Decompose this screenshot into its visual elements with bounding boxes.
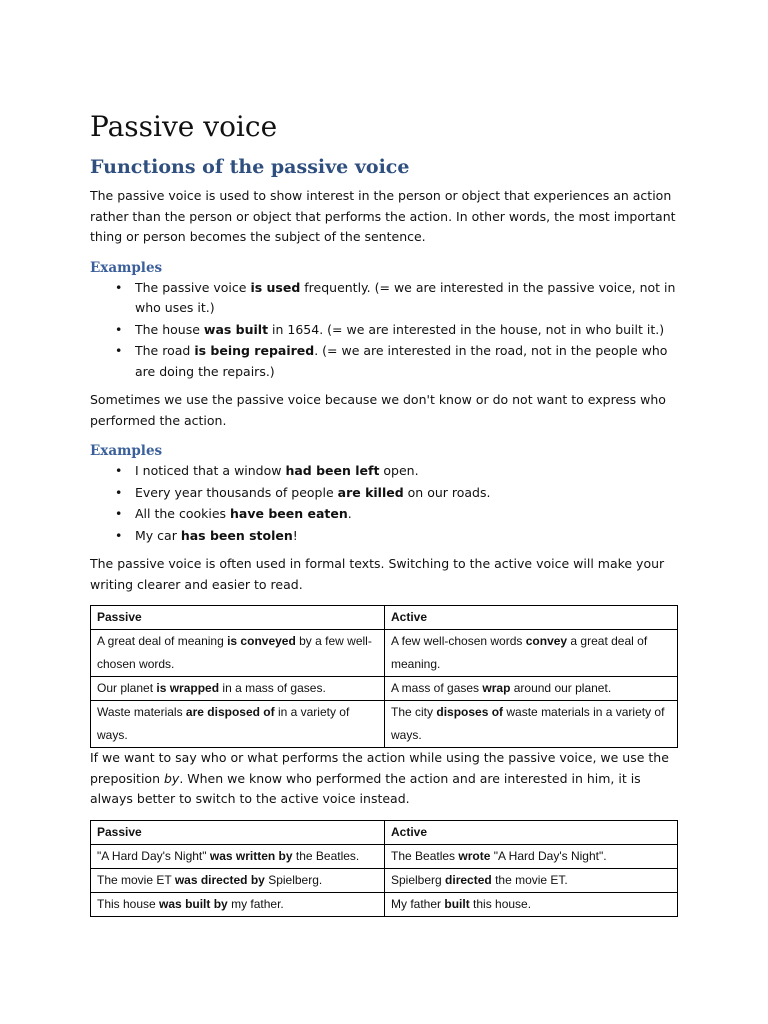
intro-paragraph: The passive voice is used to show interest in the person or object that experiences an action rather than the person or object that performs the action. In other words, the most important thing or person becomes the subject of the sentence. <box>90 188 676 244</box>
paragraph-4-text-start: If we want to say who or what performs the action while using the passive voice, we use the preposition <box>90 750 669 786</box>
paragraph-3: The passive voice is often used in formal texts. Switching to the active voice will make your writing clearer and easier to read. <box>90 556 665 592</box>
passive-verb: are killed <box>337 484 404 500</box>
example-text: The road <box>135 343 195 358</box>
cell-text: around our planet. <box>510 681 612 695</box>
passive-verb: had been left <box>285 463 380 478</box>
verb-phrase: wrote <box>458 848 491 863</box>
examples-list-1 <box>90 278 678 383</box>
example-text: in 1654. (= we are interested in the house, not in who built it.) <box>268 321 665 337</box>
list-item <box>115 461 678 482</box>
passive-verb: has been stolen <box>180 527 293 543</box>
paragraph-2: Sometimes we use the passive voice because we don't know or do not want to express who performed the action. <box>90 392 666 428</box>
examples-list-2 <box>90 461 678 546</box>
passive-cell <box>91 868 385 892</box>
example-text: The passive voice <box>135 279 251 295</box>
example-text: ! <box>292 527 298 543</box>
cell-text: The Beatles <box>391 848 459 863</box>
passive-verb: was built <box>203 321 269 337</box>
example-text: . (= we are interested in the road, not in the people who are doing the repairs.) <box>135 343 668 379</box>
passive-cell <box>91 844 385 868</box>
list-item <box>115 278 678 319</box>
section-heading: Functions of the passive voice <box>90 156 410 178</box>
bullet-icon: • <box>115 321 123 337</box>
example-text: open. <box>379 463 419 478</box>
verb-phrase: was directed by <box>174 872 265 887</box>
table-row <box>91 844 678 868</box>
cell-text: "A Hard Day's Night" <box>97 848 210 863</box>
verb-phrase: built <box>444 896 470 911</box>
example-text: I noticed that a window <box>135 463 286 478</box>
active-cell <box>385 630 678 677</box>
cell-text: a great deal of meaning. <box>391 634 648 671</box>
page-title: Passive voice <box>90 110 278 143</box>
column-header-passive: Passive <box>91 606 385 630</box>
table-row <box>91 677 678 701</box>
active-cell <box>385 844 678 868</box>
cell-text: This house <box>97 896 160 911</box>
cell-text: Spielberg <box>391 872 446 887</box>
verb-phrase: was built by <box>159 896 228 911</box>
cell-text: My father <box>391 896 445 911</box>
cell-text: "A Hard Day's Night". <box>490 848 607 863</box>
cell-text: my father. <box>227 896 284 911</box>
passive-cell <box>91 892 385 916</box>
column-header-active: Active <box>385 606 678 630</box>
list-item <box>115 483 678 504</box>
example-text: on our roads. <box>403 484 491 500</box>
list-item <box>115 341 678 382</box>
cell-text: Our planet <box>97 681 157 695</box>
example-text: frequently. (= we are interested in the passive voice, not in who uses it.) <box>135 279 676 315</box>
bullet-icon: • <box>115 527 123 543</box>
list-item <box>115 526 678 547</box>
bullet-icon: • <box>115 463 123 478</box>
active-cell <box>385 677 678 701</box>
comparison-table-1 <box>90 605 678 748</box>
cell-text: The city <box>391 705 437 719</box>
cell-text: A few well-chosen words <box>391 634 526 648</box>
active-cell <box>385 701 678 748</box>
cell-text: by a few well-chosen words. <box>97 634 372 671</box>
table-header-row <box>91 820 678 844</box>
examples-heading-2: Examples <box>90 443 163 459</box>
verb-phrase: are disposed of <box>185 705 275 719</box>
table-row <box>91 868 678 892</box>
examples-heading-1: Examples <box>90 259 163 276</box>
table-row <box>91 892 678 916</box>
column-header-passive: Passive <box>91 820 385 844</box>
passive-cell <box>91 701 385 748</box>
bullet-icon: • <box>115 343 123 358</box>
cell-text: A great deal of meaning <box>97 634 228 648</box>
comparison-table-2 <box>90 820 678 917</box>
paragraph-4-text-end: . When we know who performed the action and are interested in him, it is always better to switch to the active voice instead. <box>90 770 641 806</box>
cell-text: the movie ET. <box>491 872 568 887</box>
cell-text: in a variety of ways. <box>97 705 350 742</box>
active-cell <box>385 868 678 892</box>
bullet-icon: • <box>115 506 123 521</box>
cell-text: this house. <box>469 896 532 911</box>
verb-phrase: directed <box>445 872 492 887</box>
cell-text: Waste materials <box>97 705 186 719</box>
cell-text: The movie ET <box>97 872 175 887</box>
verb-phrase: disposes of <box>436 705 504 719</box>
example-text: . <box>347 506 352 521</box>
passive-cell <box>91 630 385 677</box>
list-item <box>115 504 678 525</box>
table-row <box>91 701 678 748</box>
list-item <box>115 320 678 341</box>
cell-text: waste materials in a variety of ways. <box>391 705 665 742</box>
verb-phrase: was written by <box>209 848 293 863</box>
example-text: My car <box>135 527 181 543</box>
example-text: All the cookies <box>135 506 231 521</box>
active-cell <box>385 892 678 916</box>
table-header-row <box>91 606 678 630</box>
table-row <box>91 630 678 677</box>
column-header-active: Active <box>385 820 678 844</box>
cell-text: the Beatles. <box>292 848 360 863</box>
verb-phrase: is wrapped <box>156 681 220 695</box>
passive-verb: is used <box>250 279 301 295</box>
passive-cell <box>91 677 385 701</box>
cell-text: A mass of gases <box>391 681 483 695</box>
passive-verb: have been eaten <box>230 506 348 521</box>
verb-phrase: is conveyed <box>227 634 296 648</box>
example-text: Every year thousands of people <box>135 484 338 500</box>
passive-verb: is being repaired <box>194 343 315 358</box>
preposition-by: by <box>163 770 180 786</box>
bullet-icon: • <box>115 484 123 500</box>
verb-phrase: wrap <box>482 681 511 695</box>
bullet-icon: • <box>115 279 123 295</box>
cell-text: Spielberg. <box>264 872 323 887</box>
example-text: The house <box>135 321 204 337</box>
cell-text: in a mass of gases. <box>219 681 326 695</box>
verb-phrase: convey <box>525 634 568 648</box>
paragraph-4 <box>90 748 678 810</box>
